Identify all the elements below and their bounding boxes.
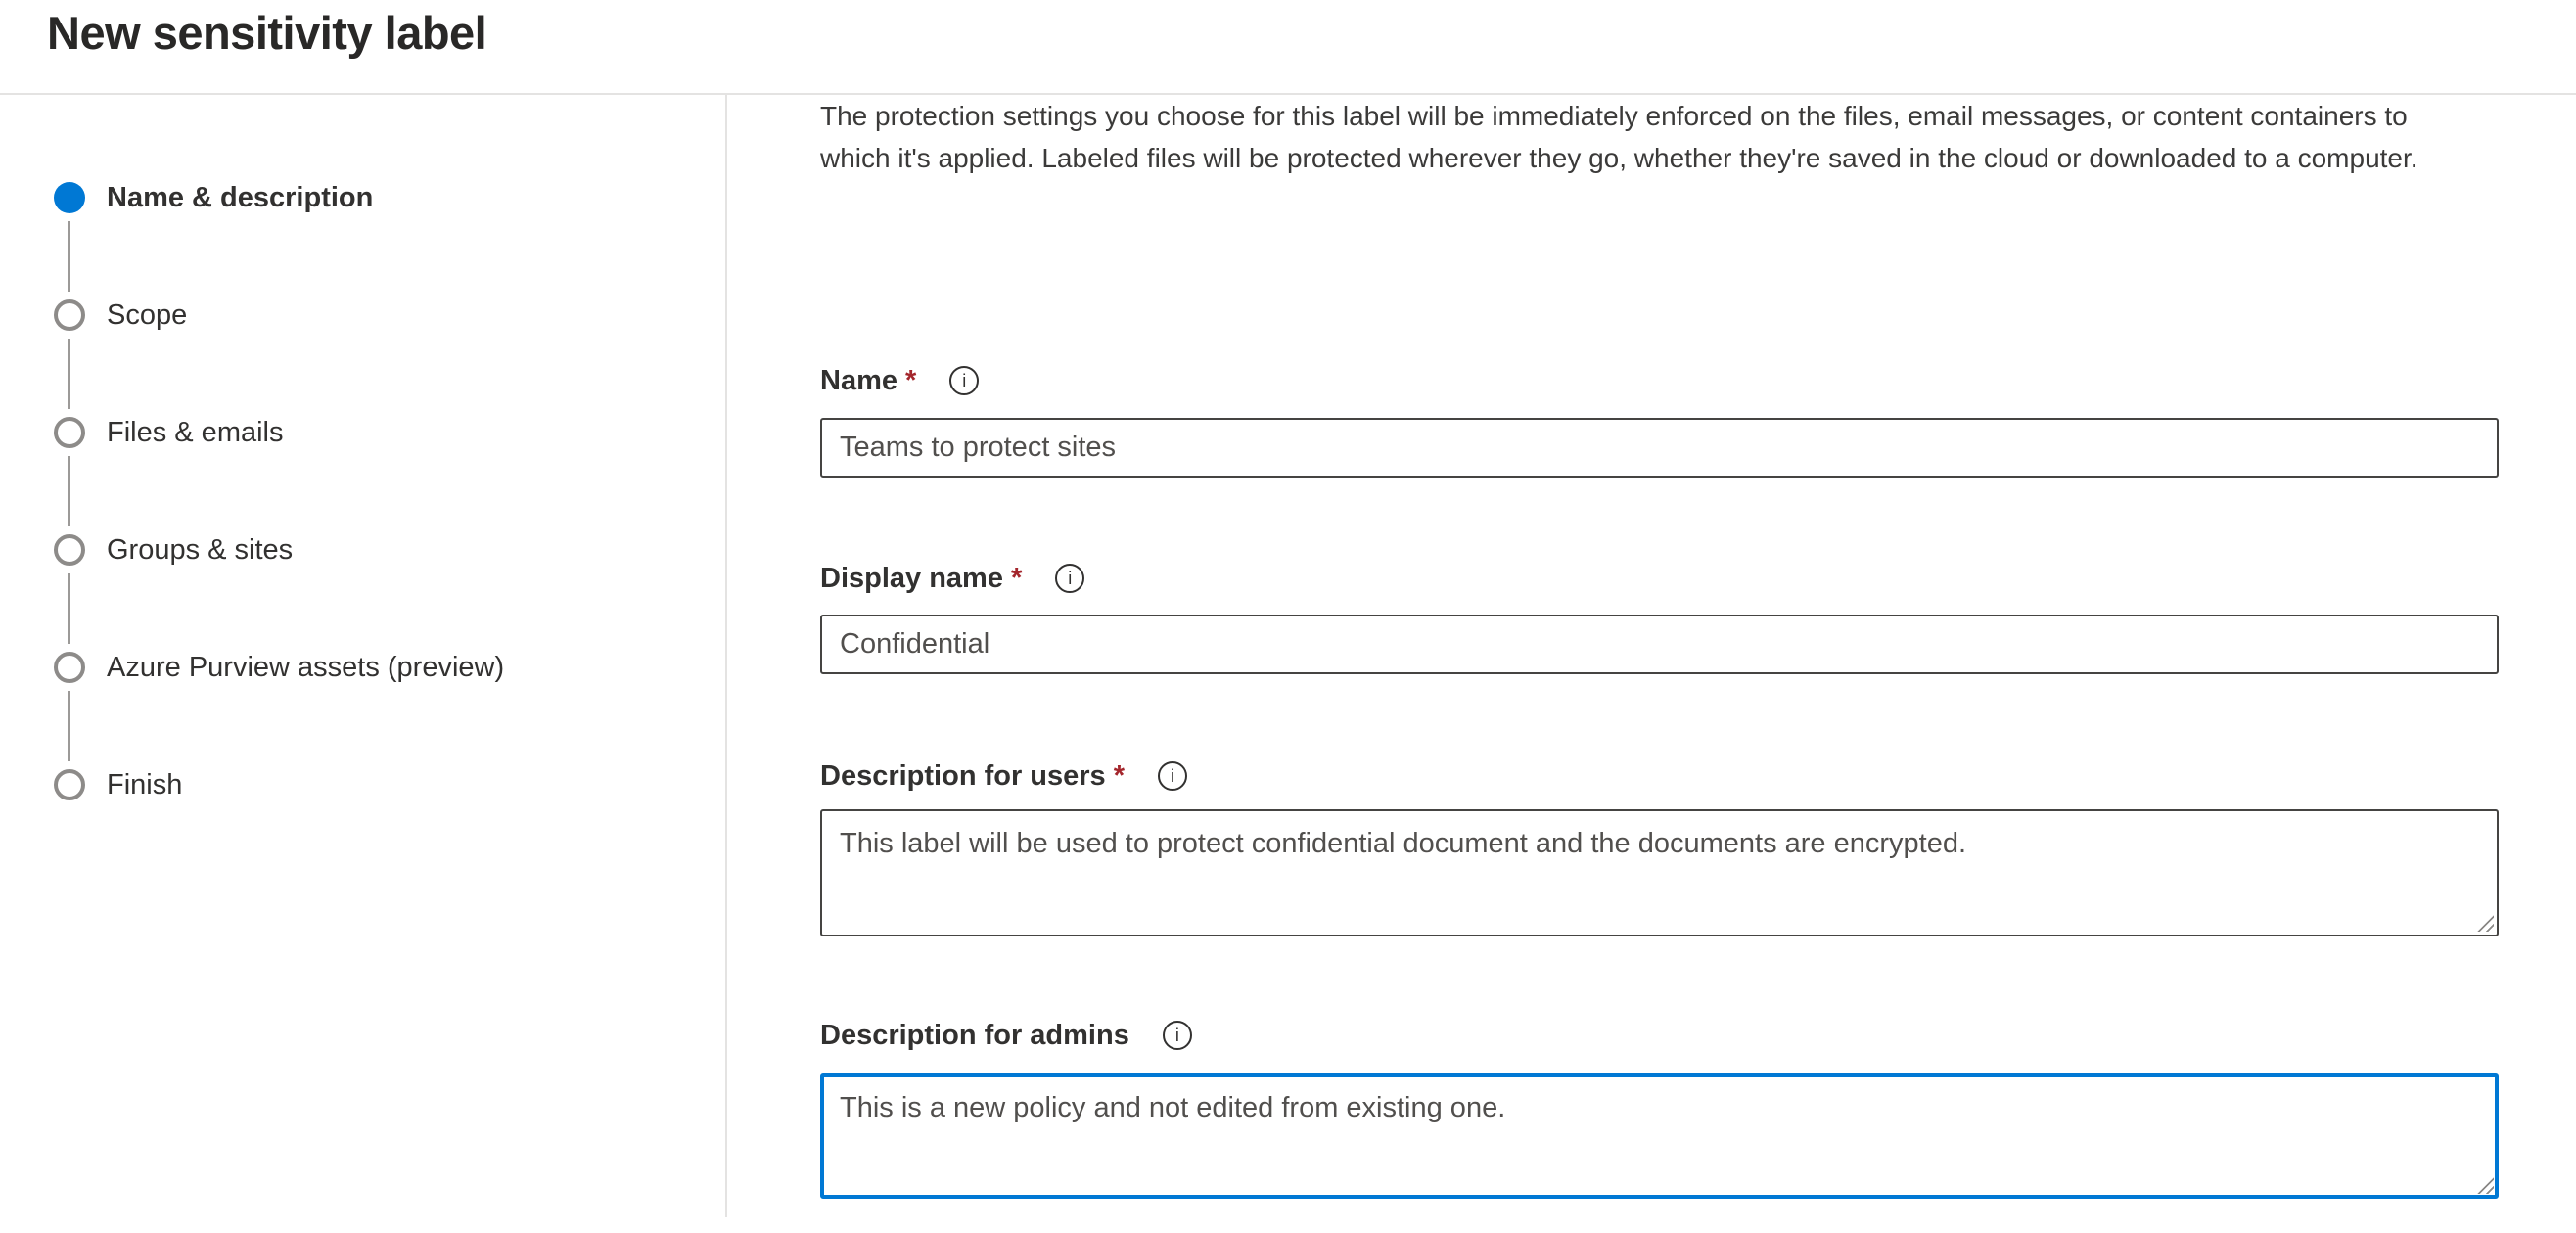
description-admins-field xyxy=(820,1073,2499,1199)
step-connector-line xyxy=(68,456,70,526)
step-groups-sites[interactable] xyxy=(54,534,293,566)
description-users-field xyxy=(820,809,2499,936)
step-connector-line xyxy=(68,691,70,761)
description-admins-textarea[interactable] xyxy=(820,1073,2499,1199)
description-users-textarea[interactable] xyxy=(820,809,2499,936)
step-connector-line xyxy=(68,221,70,292)
step-name-description[interactable] xyxy=(54,182,373,213)
description-admins-label: Description for admins xyxy=(820,1019,1129,1051)
step-label: Finish xyxy=(107,768,183,800)
step-files-emails[interactable] xyxy=(54,417,284,448)
step-scope[interactable] xyxy=(54,299,187,331)
intro-text: The protection settings you choose for this label will be immediately enforced on the files, email messages, or content containers to which it's applied. Labeled files will be protected wherever they go, whether they're saved in the cloud or downloaded to a computer. xyxy=(820,101,2418,173)
step-label: Azure Purview assets (preview) xyxy=(107,651,505,683)
info-icon[interactable]: i xyxy=(949,366,979,395)
required-asterisk: * xyxy=(1113,759,1125,792)
info-icon[interactable]: i xyxy=(1158,761,1187,791)
info-icon[interactable]: i xyxy=(1055,564,1084,593)
step-circle-icon xyxy=(54,299,85,331)
step-connector-line xyxy=(68,339,70,409)
step-circle-icon xyxy=(54,534,85,566)
name-label-row xyxy=(820,364,979,397)
step-label: Files & emails xyxy=(107,416,284,448)
step-label: Groups & sites xyxy=(107,533,294,566)
step-active-dot-icon xyxy=(54,182,85,213)
required-asterisk: * xyxy=(905,364,917,396)
step-circle-icon xyxy=(54,769,85,800)
step-label: Name & description xyxy=(107,181,374,213)
name-label: Name xyxy=(820,364,897,396)
step-label: Scope xyxy=(107,298,188,331)
panel-divider xyxy=(725,95,727,1217)
step-circle-icon xyxy=(54,417,85,448)
info-icon[interactable]: i xyxy=(1163,1021,1192,1050)
step-finish[interactable] xyxy=(54,769,182,800)
step-connector-line xyxy=(68,573,70,644)
required-asterisk: * xyxy=(1010,562,1023,594)
display-name-input[interactable] xyxy=(820,615,2499,674)
description-users-label-row xyxy=(820,759,1187,793)
page-title: New sensitivity label xyxy=(47,7,487,59)
description-admins-label-row xyxy=(820,1019,1192,1052)
step-circle-icon xyxy=(54,652,85,683)
name-input[interactable] xyxy=(820,418,2499,478)
display-name-label: Display name xyxy=(820,562,1003,594)
description-users-label: Description for users xyxy=(820,759,1106,792)
display-name-label-row xyxy=(820,562,1084,595)
step-azure-purview-assets[interactable] xyxy=(54,652,504,683)
